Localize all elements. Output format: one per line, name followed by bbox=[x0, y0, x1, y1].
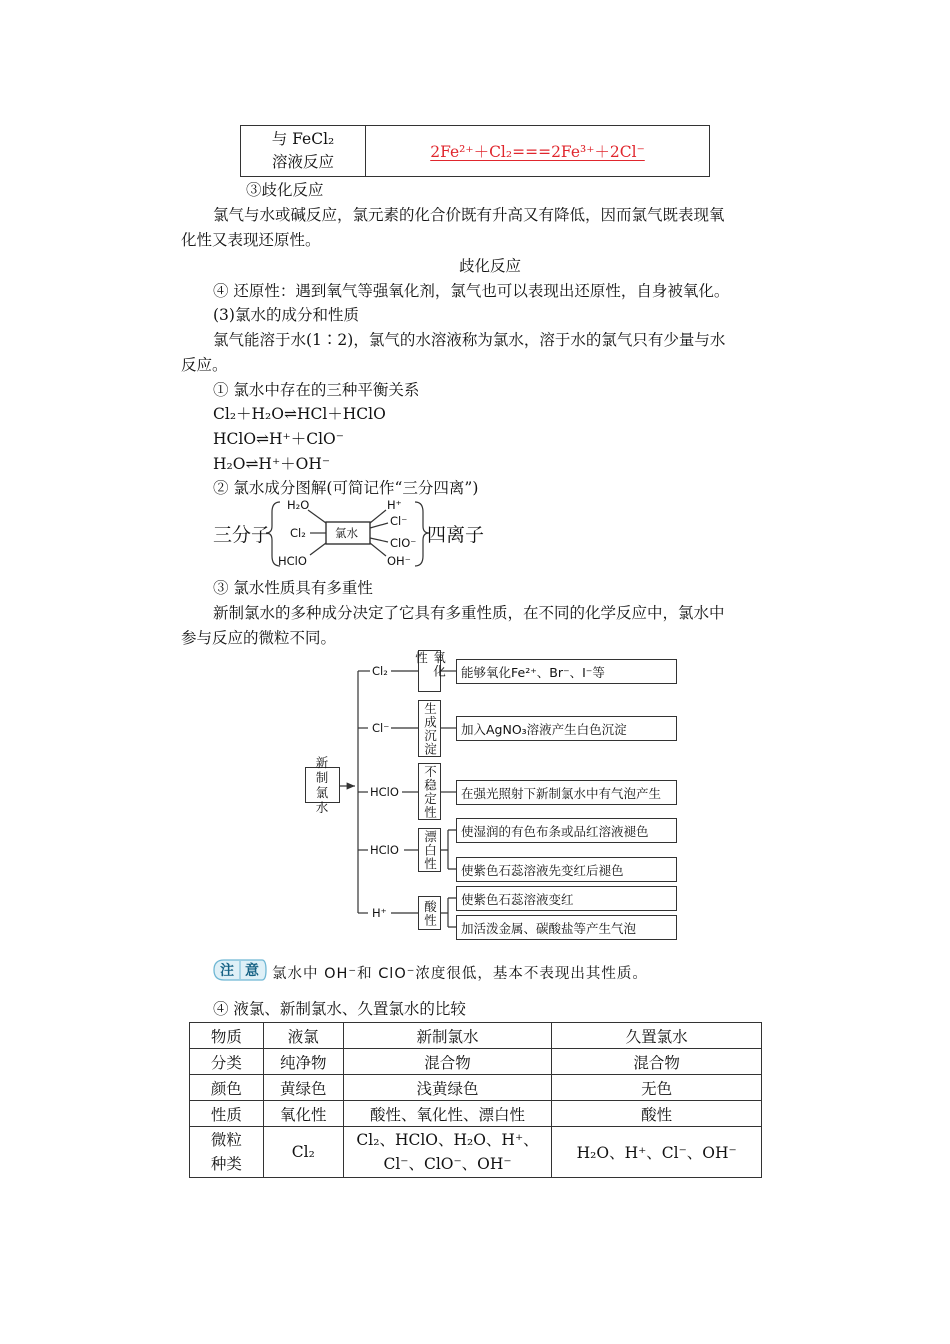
header-cell: 物质 bbox=[190, 1023, 264, 1049]
ion-clo: ClO⁻ bbox=[390, 536, 417, 550]
components-heading: ② 氯水成分图解(可简记作“三分四离”) bbox=[213, 479, 479, 497]
particle-0: Cl₂ bbox=[372, 664, 388, 678]
note-badge-char-2: 意 bbox=[245, 963, 259, 979]
property-3: 漂白性 bbox=[422, 829, 438, 871]
effect-3-0: 使湿润的有色布条或品红溶液褪色 bbox=[461, 823, 649, 839]
effect-box-3-0 bbox=[456, 818, 677, 843]
multiplicity-para-line2: 参与反应的微粒不同。 bbox=[181, 629, 337, 647]
component-diagram bbox=[210, 496, 500, 572]
comparison-heading: ④ 液氯、新制氯水、久置氯水的比较 bbox=[213, 1000, 466, 1018]
equation-cell bbox=[366, 126, 710, 177]
reaction-table bbox=[240, 125, 710, 177]
section3-para-line1: 氯气能溶于水(1∶2)，氯气的水溶液称为氯水，溶于水的氯气只有少量与水 bbox=[213, 331, 726, 349]
table-cell bbox=[343, 1127, 552, 1178]
table-row bbox=[190, 1049, 762, 1075]
molecule-hclo: HClO bbox=[278, 554, 307, 568]
effect-1-0: 加入AgNO₃溶液产生白色沉淀 bbox=[461, 721, 627, 737]
particle-1: Cl⁻ bbox=[372, 721, 390, 735]
effect-box-4-1 bbox=[456, 915, 677, 940]
molecule-cl2: Cl₂ bbox=[290, 526, 306, 540]
particle-3: HClO bbox=[370, 843, 399, 857]
table-row bbox=[190, 1075, 762, 1101]
multiplicity-heading: ③ 氯水性质具有多重性 bbox=[213, 579, 373, 597]
note-badge-char-1: 注 bbox=[220, 963, 234, 979]
effect-4-1: 加活泼金属、碳酸盐等产生气泡 bbox=[461, 920, 637, 936]
note-badge bbox=[212, 958, 268, 982]
header-cell: 新制氯水 bbox=[343, 1023, 552, 1049]
row-label-line2: 溶液反应 bbox=[271, 153, 334, 171]
table-cell: 黄绿色 bbox=[263, 1075, 343, 1101]
table-cell: 纯净物 bbox=[263, 1049, 343, 1075]
table-cell bbox=[190, 1127, 264, 1178]
equation-3: H₂O⇌H⁺＋OH⁻ bbox=[213, 455, 331, 473]
note-text: 氯水中 OH⁻和 ClO⁻浓度很低，基本不表现出其性质。 bbox=[272, 966, 648, 982]
equation: 2Fe²⁺＋Cl₂===2Fe³⁺＋2Cl⁻ bbox=[430, 143, 645, 161]
particles-label-line1: 微粒 bbox=[210, 1131, 242, 1149]
property-box-1 bbox=[418, 700, 441, 757]
disproportion-heading: ③歧化反应 bbox=[246, 181, 324, 199]
table-header-row bbox=[190, 1023, 762, 1049]
particle-2: HClO bbox=[370, 785, 399, 799]
conn-3b bbox=[441, 830, 456, 869]
effect-box-2-0 bbox=[456, 780, 677, 805]
table-cell: H₂O、H⁺、Cl⁻、OH⁻ bbox=[552, 1127, 762, 1178]
property-box-4 bbox=[418, 896, 441, 930]
comparison-table bbox=[189, 1022, 762, 1178]
table-cell: 酸性 bbox=[552, 1101, 762, 1127]
disproportion-para-line1: 氯气与水或碱反应，氯元素的化合价既有升高又有降低，因而氯气既表现氧 bbox=[213, 206, 725, 224]
effect-3-1: 使紫色石蕊溶液先变红后褪色 bbox=[461, 862, 624, 878]
link-h2o bbox=[308, 510, 326, 523]
property-diagram bbox=[300, 650, 690, 945]
right-brace bbox=[415, 502, 429, 566]
root-box bbox=[305, 755, 340, 815]
link-cl-ion bbox=[370, 523, 388, 528]
table-cell: 混合物 bbox=[343, 1049, 552, 1075]
link-hclo bbox=[310, 543, 326, 555]
table-cell: 分类 bbox=[190, 1049, 264, 1075]
equation-2: HClO⇌H⁺＋ClO⁻ bbox=[213, 430, 344, 448]
reduction-text: ④ 还原性：遇到氧气等强氧化剂，氯气也可以表现出还原性，自身被氧化。 bbox=[213, 282, 730, 300]
fresh-particles-line1: Cl₂、HClO、H₂O、H⁺、 bbox=[356, 1131, 539, 1149]
section3-heading: (3)氯水的成分和性质 bbox=[213, 306, 359, 324]
property-4: 酸性 bbox=[422, 899, 438, 927]
molecule-h2o: H₂O bbox=[287, 498, 310, 512]
effect-0-0: 能够氧化Fe²⁺、Br⁻、I⁻等 bbox=[461, 664, 605, 680]
header-cell: 久置氯水 bbox=[552, 1023, 762, 1049]
ions-title: 四离子 bbox=[427, 524, 485, 546]
table-cell: 无色 bbox=[552, 1075, 762, 1101]
equilibria-heading: ① 氯水中存在的三种平衡关系 bbox=[213, 381, 420, 399]
ion-oh: OH⁻ bbox=[387, 554, 411, 568]
property-1: 生成沉淀 bbox=[422, 701, 438, 756]
property-box-2 bbox=[418, 763, 441, 820]
section3-para-line2: 反应。 bbox=[181, 356, 228, 374]
table-cell: 颜色 bbox=[190, 1075, 264, 1101]
equation-1: Cl₂＋H₂O⇌HCl＋HClO bbox=[213, 405, 386, 423]
property-2: 不稳定性 bbox=[422, 764, 438, 819]
multiplicity-para-line1: 新制氯水的多种成分决定了它具有多重性质，在不同的化学反应中，氯水中 bbox=[213, 604, 725, 622]
particles-label-line2: 种类 bbox=[210, 1155, 242, 1173]
link-clo-ion bbox=[370, 538, 388, 542]
property-box-0 bbox=[413, 650, 447, 692]
effect-box-4-0 bbox=[456, 886, 677, 911]
header-cell: 液氯 bbox=[263, 1023, 343, 1049]
table-cell: 氧化性 bbox=[263, 1101, 343, 1127]
table-cell: 混合物 bbox=[552, 1049, 762, 1075]
table-cell: Cl₂ bbox=[263, 1127, 343, 1178]
molecules-title: 三分子 bbox=[213, 524, 271, 546]
row-label bbox=[241, 126, 366, 177]
effect-box-0-0 bbox=[456, 659, 677, 684]
property-box-3 bbox=[418, 828, 441, 872]
ion-h: H⁺ bbox=[387, 498, 402, 512]
table-cell: 浅黄绿色 bbox=[343, 1075, 552, 1101]
effect-box-3-1 bbox=[456, 857, 677, 882]
table-row bbox=[190, 1101, 762, 1127]
disproportion-para-line2: 化性又表现还原性。 bbox=[181, 231, 321, 249]
link-h-ion bbox=[370, 510, 386, 523]
fresh-particles-line2: Cl⁻、ClO⁻、OH⁻ bbox=[383, 1155, 512, 1173]
effect-2-0: 在强光照射下新制氯水中有气泡产生 bbox=[461, 785, 662, 801]
table-cell: 酸性、氧化性、漂白性 bbox=[343, 1101, 552, 1127]
effect-box-1-0 bbox=[456, 716, 677, 741]
disproportion-center-label: 歧化反应 bbox=[459, 257, 522, 275]
row-label-line1: 与 FeCl₂ bbox=[271, 130, 335, 148]
root-label: 新制氯水 bbox=[315, 755, 330, 815]
link-oh-ion bbox=[370, 543, 386, 556]
ion-cl: Cl⁻ bbox=[390, 514, 408, 528]
conn-4b bbox=[441, 898, 456, 927]
property-0: 氧化性 bbox=[413, 651, 447, 678]
particle-4: H⁺ bbox=[372, 906, 387, 920]
table-cell: 性质 bbox=[190, 1101, 264, 1127]
effect-4-0: 使紫色石蕊溶液变红 bbox=[461, 891, 574, 907]
table-row bbox=[190, 1127, 762, 1178]
center-label: 氯水 bbox=[335, 526, 358, 540]
